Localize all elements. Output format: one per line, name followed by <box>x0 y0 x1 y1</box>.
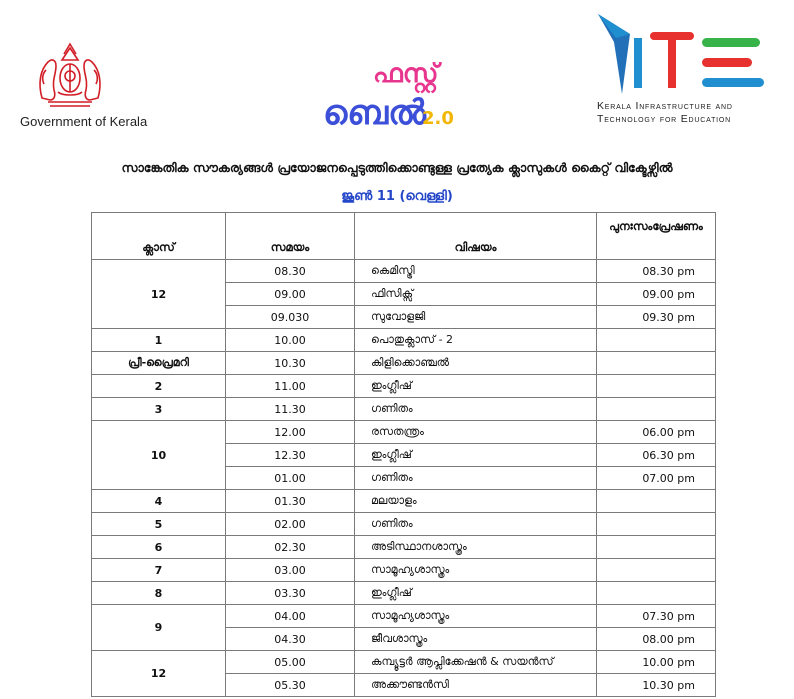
header-replay: പുനഃസംപ്രേഷണം <box>597 213 716 260</box>
cell-subject: ഫിസിക്സ് <box>355 283 597 306</box>
table-row <box>92 352 716 375</box>
table-row <box>92 559 716 582</box>
cell-time: 09.00 <box>226 283 355 306</box>
document-subtitle: സാങ്കേതിക സൗകര്യങ്ങൾ പ്രയോജനപ്പെടുത്തിക്കൊണ്ടുള്ള പ്രത്യേക ക്ലാസുകൾ കൈറ്റ് വിക്ടേഴ്സിൽ <box>121 160 673 175</box>
kite-name-line2: Technology for Education <box>597 113 731 125</box>
cell-time: 11.30 <box>226 398 355 421</box>
kite-full-name <box>597 100 733 126</box>
cell-replay: 06.30 pm <box>597 444 716 467</box>
cell-replay: 07.00 pm <box>597 467 716 490</box>
cell-subject: സാമൂഹ്യശാസ്ത്രം <box>355 559 597 582</box>
cell-time: 11.00 <box>226 375 355 398</box>
header-class: ക്ലാസ് <box>92 213 226 260</box>
cell-time: 08.30 <box>226 260 355 283</box>
cell-time: 04.00 <box>226 605 355 628</box>
cell-subject: ഇംഗ്ലീഷ് <box>355 375 597 398</box>
table-row <box>92 605 716 628</box>
first-bell-logo-line2: ബെൽ <box>323 93 427 133</box>
cell-time: 04.30 <box>226 628 355 651</box>
table-row <box>92 421 716 444</box>
schedule-body <box>92 260 716 697</box>
cell-replay <box>597 375 716 398</box>
cell-subject: ഇംഗ്ലീഷ് <box>355 444 597 467</box>
cell-replay <box>597 329 716 352</box>
table-row <box>92 536 716 559</box>
table-row <box>92 375 716 398</box>
cell-time: 02.30 <box>226 536 355 559</box>
table-row <box>92 582 716 605</box>
cell-time: 03.00 <box>226 559 355 582</box>
cell-class: 12 <box>92 260 226 329</box>
cell-subject: പൊതുക്ലാസ് - 2 <box>355 329 597 352</box>
cell-time: 01.00 <box>226 467 355 490</box>
cell-time: 01.30 <box>226 490 355 513</box>
cell-time: 03.30 <box>226 582 355 605</box>
cell-class: 7 <box>92 559 226 582</box>
cell-subject: ജീവശാസ്ത്രം <box>355 628 597 651</box>
cell-class: 1 <box>92 329 226 352</box>
header-time: സമയം <box>226 213 355 260</box>
cell-replay: 08.30 pm <box>597 260 716 283</box>
cell-replay: 07.30 pm <box>597 605 716 628</box>
cell-class: 6 <box>92 536 226 559</box>
cell-time: 12.30 <box>226 444 355 467</box>
cell-time: 05.30 <box>226 674 355 697</box>
cell-replay <box>597 582 716 605</box>
cell-subject: അക്കൗണ്ടൻസി <box>355 674 597 697</box>
cell-subject: മലയാളം <box>355 490 597 513</box>
cell-class: 12 <box>92 651 226 697</box>
cell-subject: കമ്പ്യൂട്ടർ ആപ്ലിക്കേഷൻ & സയൻസ് <box>355 651 597 674</box>
cell-replay <box>597 352 716 375</box>
first-bell-logo-version: 2.0 <box>422 108 454 129</box>
cell-subject: കെമിസ്ട്രി <box>355 260 597 283</box>
cell-subject: ഗണിതം <box>355 467 597 490</box>
cell-class: 10 <box>92 421 226 490</box>
kerala-emblem-logo <box>34 40 106 112</box>
page-header <box>0 0 794 150</box>
cell-replay: 10.30 pm <box>597 674 716 697</box>
table-row <box>92 329 716 352</box>
government-name: Government of Kerala <box>20 114 148 129</box>
table-row <box>92 513 716 536</box>
cell-replay <box>597 513 716 536</box>
cell-replay: 06.00 pm <box>597 421 716 444</box>
cell-replay <box>597 398 716 421</box>
cell-subject: ഗണിതം <box>355 398 597 421</box>
cell-class: 5 <box>92 513 226 536</box>
cell-replay <box>597 490 716 513</box>
table-row <box>92 651 716 674</box>
header-subject: വിഷയം <box>355 213 597 260</box>
table-row <box>92 490 716 513</box>
cell-class: പ്രീ-പ്രൈമറി <box>92 352 226 375</box>
cell-subject: ഇംഗ്ലീഷ് <box>355 582 597 605</box>
cell-class: 3 <box>92 398 226 421</box>
cell-subject: രസതന്ത്രം <box>355 421 597 444</box>
cell-subject: കിളിക്കൊഞ്ചൽ <box>355 352 597 375</box>
cell-replay: 09.00 pm <box>597 283 716 306</box>
cell-time: 09.030 <box>226 306 355 329</box>
cell-time: 02.00 <box>226 513 355 536</box>
cell-class: 8 <box>92 582 226 605</box>
first-bell-logo <box>318 52 468 136</box>
table-row <box>92 260 716 283</box>
cell-replay: 10.00 pm <box>597 651 716 674</box>
cell-class: 9 <box>92 605 226 651</box>
kite-name-line1: Kerala Infrastructure and <box>597 100 733 112</box>
first-bell-logo-line1: ഫസ്റ്റ് <box>373 59 439 89</box>
cell-replay <box>597 536 716 559</box>
cell-replay: 09.30 pm <box>597 306 716 329</box>
table-row <box>92 398 716 421</box>
cell-time: 10.30 <box>226 352 355 375</box>
schedule-date: ജൂൺ 11 (വെള്ളി) <box>341 189 453 204</box>
cell-subject: സുവോളജി <box>355 306 597 329</box>
table-header-row <box>92 213 716 260</box>
cell-subject: സാമൂഹ്യശാസ്ത്രം <box>355 605 597 628</box>
cell-subject: ഗണിതം <box>355 513 597 536</box>
cell-class: 4 <box>92 490 226 513</box>
cell-time: 05.00 <box>226 651 355 674</box>
cell-time: 12.00 <box>226 421 355 444</box>
cell-replay: 08.00 pm <box>597 628 716 651</box>
cell-replay <box>597 559 716 582</box>
schedule-table <box>91 212 716 697</box>
cell-subject: അടിസ്ഥാനശാസ്ത്രം <box>355 536 597 559</box>
cell-time: 10.00 <box>226 329 355 352</box>
cell-class: 2 <box>92 375 226 398</box>
kite-logo <box>590 8 770 98</box>
